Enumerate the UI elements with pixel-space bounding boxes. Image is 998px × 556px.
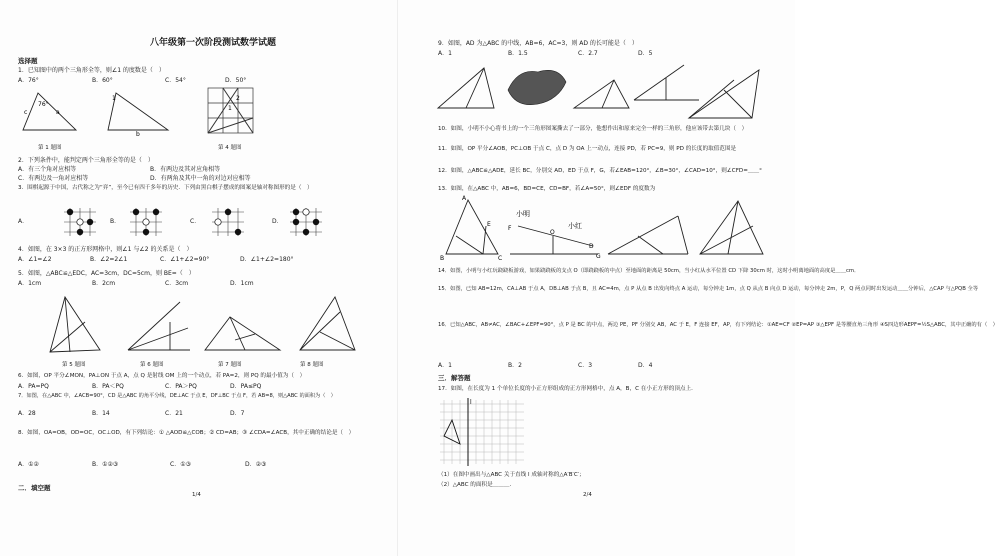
q6-option-b: B．PA＜PQ xyxy=(92,383,124,390)
q3-option-b: B． xyxy=(110,218,121,225)
go-board-d xyxy=(286,206,326,238)
q2-stem: 2．下列条件中，能判定两个三角形全等的是（ ） xyxy=(18,157,154,164)
q17-grid-figure xyxy=(438,398,528,466)
section-1-heading: 选择题 xyxy=(18,57,38,65)
page-number-right: 2/4 xyxy=(583,492,592,498)
q16-option-c: C．3 xyxy=(578,362,593,369)
label-F: F xyxy=(508,225,512,232)
q16-option-d: D．4 xyxy=(638,362,653,369)
q8-stem: 8．如图，OA=OB，OD=OC，OC⊥OD，有下列结论：① △AOD≌△COB；② CD=AB；③ ∠CDA=∠ACB，其中正确的结论是（ ） xyxy=(18,430,355,436)
label-A: A xyxy=(462,195,467,202)
q7-option-d: D．7 xyxy=(230,410,245,417)
grid-angle-2-label: 2 xyxy=(236,95,240,102)
go-board-c xyxy=(208,206,248,238)
label-B: B xyxy=(440,255,445,262)
figure-1-triangles xyxy=(18,88,178,143)
q4-option-b: B．∠2=2∠1 xyxy=(90,256,128,263)
label-xiaohong: 小红 xyxy=(568,222,582,230)
q2-option-a: A．有三个角对应相等 xyxy=(18,166,77,173)
q9-option-b: B．1.5 xyxy=(508,50,528,57)
q9-option-c: C．2.7 xyxy=(578,50,598,57)
exam-page-right xyxy=(397,0,998,556)
q6-option-c: C．PA＞PQ xyxy=(165,383,197,390)
q16-option-a: A．1 xyxy=(438,362,452,369)
exam-title: 八年级第一次阶段测试数学试题 xyxy=(150,38,277,48)
q17-stem: 17．如图，在长度为 1 个单位长度的小正方形组成的正方形网格中，点 A，B，C 在小正方形的顶点上． xyxy=(438,386,697,392)
q8-option-a: A．①② xyxy=(18,461,39,468)
caption-fig-1: 第 1 题图 xyxy=(38,145,62,151)
caption-fig-5: 第 5 题图 xyxy=(62,362,86,368)
figures-13-to-16 xyxy=(438,196,768,261)
section-3-heading: 三．解答题 xyxy=(438,374,471,382)
caption-fig-6: 第 6 题图 xyxy=(140,362,164,368)
q4-option-a: A．∠1=∠2 xyxy=(18,256,52,263)
q16-stem: 16．已知△ABC，AB≠AC，∠BAC+∠EPF=90°，点 P 是 BC 的中点，两边 PE，PF 分别交 AB，AC 于 E，F 连接 EF，AP，有下列结论：①AE=CF ②EP=AP ③△EPF 是等腰直角三角形 ④S四边形AEPF=½S△ABC，其中正确的有（ ） xyxy=(438,322,998,328)
q4-stem: 4．如图，在 3×3 的正方形网格中，则∠1 与∠2 的关系是（ ） xyxy=(18,246,193,253)
q3-stem: 3．围棋起源于中国，古代称之为“弈”，至今已有四千多年的历史．下列由黑白棋子摆成的图案是轴对称图形的是（ ） xyxy=(18,185,313,191)
label-xiaoming: 小明 xyxy=(516,210,530,218)
q8-option-c: C．①③ xyxy=(170,461,191,468)
q17-sub1: （1）在图中画出与△ABC 关于直线 l 成轴对称的△A′B′C′； xyxy=(438,472,585,478)
q14-stem: 14．如图，小明与小红玩跷跷板游戏，如果跷跷板的支点 O（即跷跷板的中点）至地面的距离是 50cm，当小红从水平位置 CD 下降 30cm 时，这时小明离地面的高度是＿＿cm． xyxy=(438,268,860,274)
q9-stem: 9．如图，AD 为△ABC 的中线，AB=6，AC=3，则 AD 的长可能是（ ） xyxy=(438,40,638,47)
q13-stem: 13．如图，在△ABC 中，AB=6，BD=CE，CD=BF，若∠A=50°，则∠EDF 的度数为 xyxy=(438,186,656,192)
q8-option-b: B．①②③ xyxy=(92,461,119,468)
q5-stem: 5．如图，△ABC≌△EDC，AC=3cm，DC=5cm，则 BE=（ ） xyxy=(18,270,195,277)
q6-stem: 6．如图，OP 平分∠MON，PA⊥ON 于点 A，点 Q 是射线 OM 上的一个动点，若 PA=2，则 PQ 的最小值为（ ） xyxy=(18,373,306,379)
figures-5-to-8 xyxy=(40,292,360,358)
q8-option-d: D．②③ xyxy=(245,461,267,468)
q1-option-a: A．76° xyxy=(18,77,39,84)
q1-stem: 1．已知图中的两个三角形全等，则∠1 的度数是（ ） xyxy=(18,67,165,74)
q6-option-d: D．PA≤PQ xyxy=(230,383,262,390)
q7-stem: 7．如图，在△ABC 中，∠ACB=90°，CD 是△ABC 的角平分线，DE⊥AC 于点 E，DF⊥BC 于点 F，若 AB=8，则△ABC 的面积为（ ） xyxy=(18,393,336,399)
q10-stem: 10．如图，小明不小心将书上的一个三角形图案撕去了一部分，他想作出和原来完全一样的三角形，他应该带去第几块（ ） xyxy=(438,126,748,132)
q2-option-d: D．有两角及其中一角的对边对应相等 xyxy=(150,175,251,182)
q4-option-d: D．∠1+∠2=180° xyxy=(240,256,294,263)
q17-sub2: （2）△ABC 的面积是＿＿＿． xyxy=(438,482,516,488)
q2-option-b: B．有两边及其对应角相等 xyxy=(150,166,221,173)
q11-stem: 11．如图，OP 平分∠AOB，PC⊥OB 于点 C，点 D 为 OA 上一动点，连接 PD，若 PC=9，则 PD 的长度的取值范围是 xyxy=(438,146,737,152)
q7-option-a: A．28 xyxy=(18,410,36,417)
label-E: E xyxy=(487,221,491,228)
side-a-label: a xyxy=(56,109,60,116)
page-number-left: 1/4 xyxy=(192,492,201,498)
figure-4-grid xyxy=(206,86,256,136)
figures-9-to-12 xyxy=(434,60,764,122)
q2-option-c: C．有两边及一角对应相等 xyxy=(18,175,89,182)
side-b-label: b xyxy=(136,131,140,138)
q5-option-b: B．2cm xyxy=(92,280,116,287)
q6-option-a: A．PA=PQ xyxy=(18,383,49,390)
q7-option-c: C．21 xyxy=(165,410,183,417)
grid-angle-1-label: 1 xyxy=(228,105,232,112)
q5-option-a: A．1cm xyxy=(18,280,42,287)
q3-option-d: D． xyxy=(272,218,283,225)
q4-option-c: C．∠1+∠2=90° xyxy=(160,256,210,263)
label-C: C xyxy=(498,255,503,262)
label-O: O xyxy=(550,229,555,236)
side-c-label: c xyxy=(24,109,28,116)
q16-option-b: B．2 xyxy=(508,362,522,369)
q12-stem: 12．如图，△ABC≌△ADE，延长 BC，分别交 AD，ED 于点 F，G，若∠EAB=120°，∠B=30°，∠CAD=10°，则∠CFD=＿＿° xyxy=(438,168,762,174)
caption-fig-7: 第 7 题图 xyxy=(218,362,242,368)
label-D: D xyxy=(589,243,594,250)
angle-1-label: 1 xyxy=(112,95,116,102)
angle-76-label: 76° xyxy=(38,101,49,108)
caption-fig-4: 第 4 题图 xyxy=(218,145,242,151)
axis-l-label: l xyxy=(470,399,472,406)
go-board-b xyxy=(126,206,166,238)
q7-option-b: B．14 xyxy=(92,410,110,417)
exam-page-left xyxy=(0,0,397,556)
q9-option-a: A．1 xyxy=(438,50,452,57)
q5-option-d: D．1cm xyxy=(230,280,254,287)
q1-option-c: C．54° xyxy=(165,77,186,84)
q3-option-a: A． xyxy=(18,218,29,225)
go-board-a xyxy=(60,206,100,238)
section-2-heading: 二．填空题 xyxy=(18,484,51,492)
q1-option-d: D．50° xyxy=(225,77,247,84)
q1-option-b: B．60° xyxy=(92,77,113,84)
q9-option-d: D．5 xyxy=(638,50,653,57)
caption-fig-8: 第 8 题图 xyxy=(300,362,324,368)
q15-stem: 15．如图，已知 AB=12m，CA⊥AB 于点 A，DB⊥AB 于点 B，且 AC=4m，点 P 从点 B 出发向终点 A 运动，每分钟走 1m，点 Q 从点 B 向点 D 运动，每分钟走 2m，P，Q 两点同时出发运动＿＿分钟后，△CAP 与△PQB 全等 xyxy=(438,286,979,292)
q5-option-c: C．3cm xyxy=(165,280,189,287)
label-G: G xyxy=(596,253,601,260)
q3-option-c: C． xyxy=(190,218,201,225)
